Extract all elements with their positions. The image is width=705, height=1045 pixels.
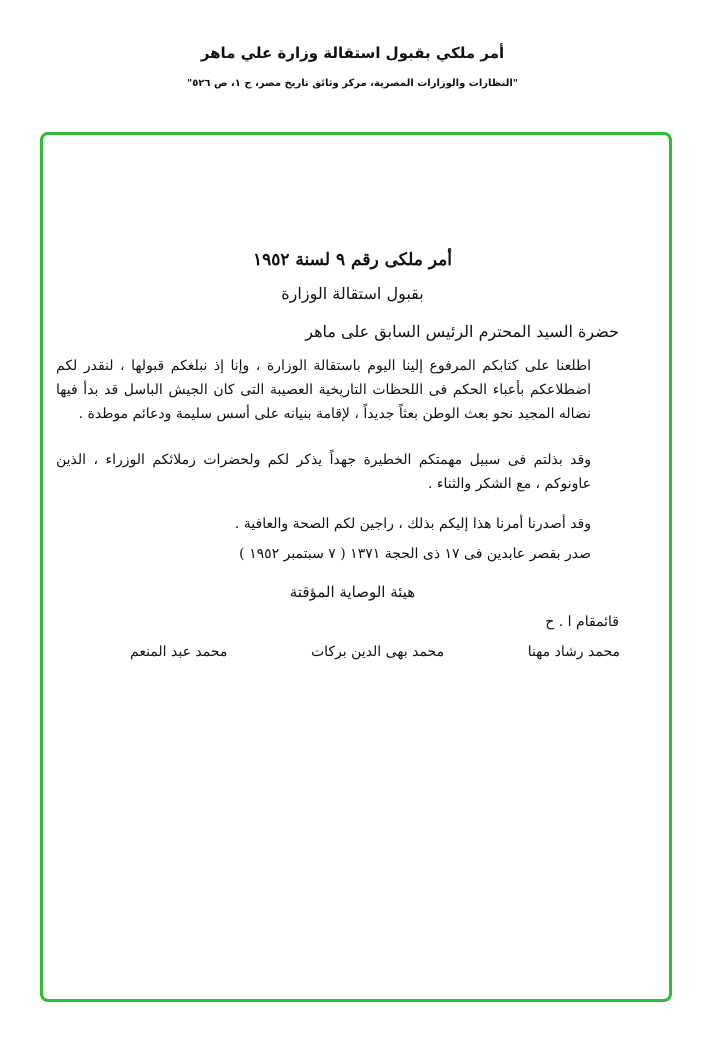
signatory: محمد عبد المنعم: [130, 644, 228, 660]
regency-council: هيئة الوصاية المؤقتة: [289, 583, 416, 601]
signatures: [130, 640, 620, 664]
source-citation: "النظارات والوزارات المصرية، مركز وثائق تاريخ مصر، ج ١، ص ٥٢٦": [186, 78, 519, 89]
signatory: محمد رشاد مهنا: [527, 644, 620, 660]
signatory-rank: قائمقام ا . ح: [545, 614, 619, 630]
paragraph-3: وقد أصدرنا أمرنا هذا إليكم بذلك ، راجين لكم الصحة والعافية .: [234, 516, 591, 532]
page-title: أمر ملكي بقبول استقالة وزارة علي ماهر: [200, 44, 505, 62]
signatory: محمد بهى الدين بركات: [310, 644, 445, 660]
paragraph-1: اطلعنا على كتابكم المرفوع إلينا اليوم باستقالة الوزارة ، وإنا إذ نبلغكم قبولها ، لنقدر لكم اضطلاعكم بأعباء الحكم فى اللحظات التاريخية العصيبة التى كان الجيش الباسل قد بدأ فيها نضاله المجيد نحو بعث الوطن بعثاً جديداً ، لإقامة بنيانه على أسس سليمة ودعائم موطدة .: [56, 358, 591, 422]
decree-title: أمر ملكى رقم ٩ لسنة ١٩٥٢: [252, 250, 452, 270]
paragraph-2: وقد بذلتم فى سبيل مهمتكم الخطيرة جهداً يذكر لكم ولحضرات زملائكم الوزراء ، الذين عاونوكم ، مع الشكر والثناء .: [56, 452, 591, 492]
decree-subtitle: بقبول استقالة الوزارة: [281, 284, 424, 303]
date-line: صدر بقصر عابدين فى ١٧ ذى الحجة ١٣٧١ ( ٧ سبتمبر ١٩٥٢ ): [239, 546, 591, 562]
addressee: حضرة السيد المحترم الرئيس السابق على ماهر: [305, 322, 619, 341]
